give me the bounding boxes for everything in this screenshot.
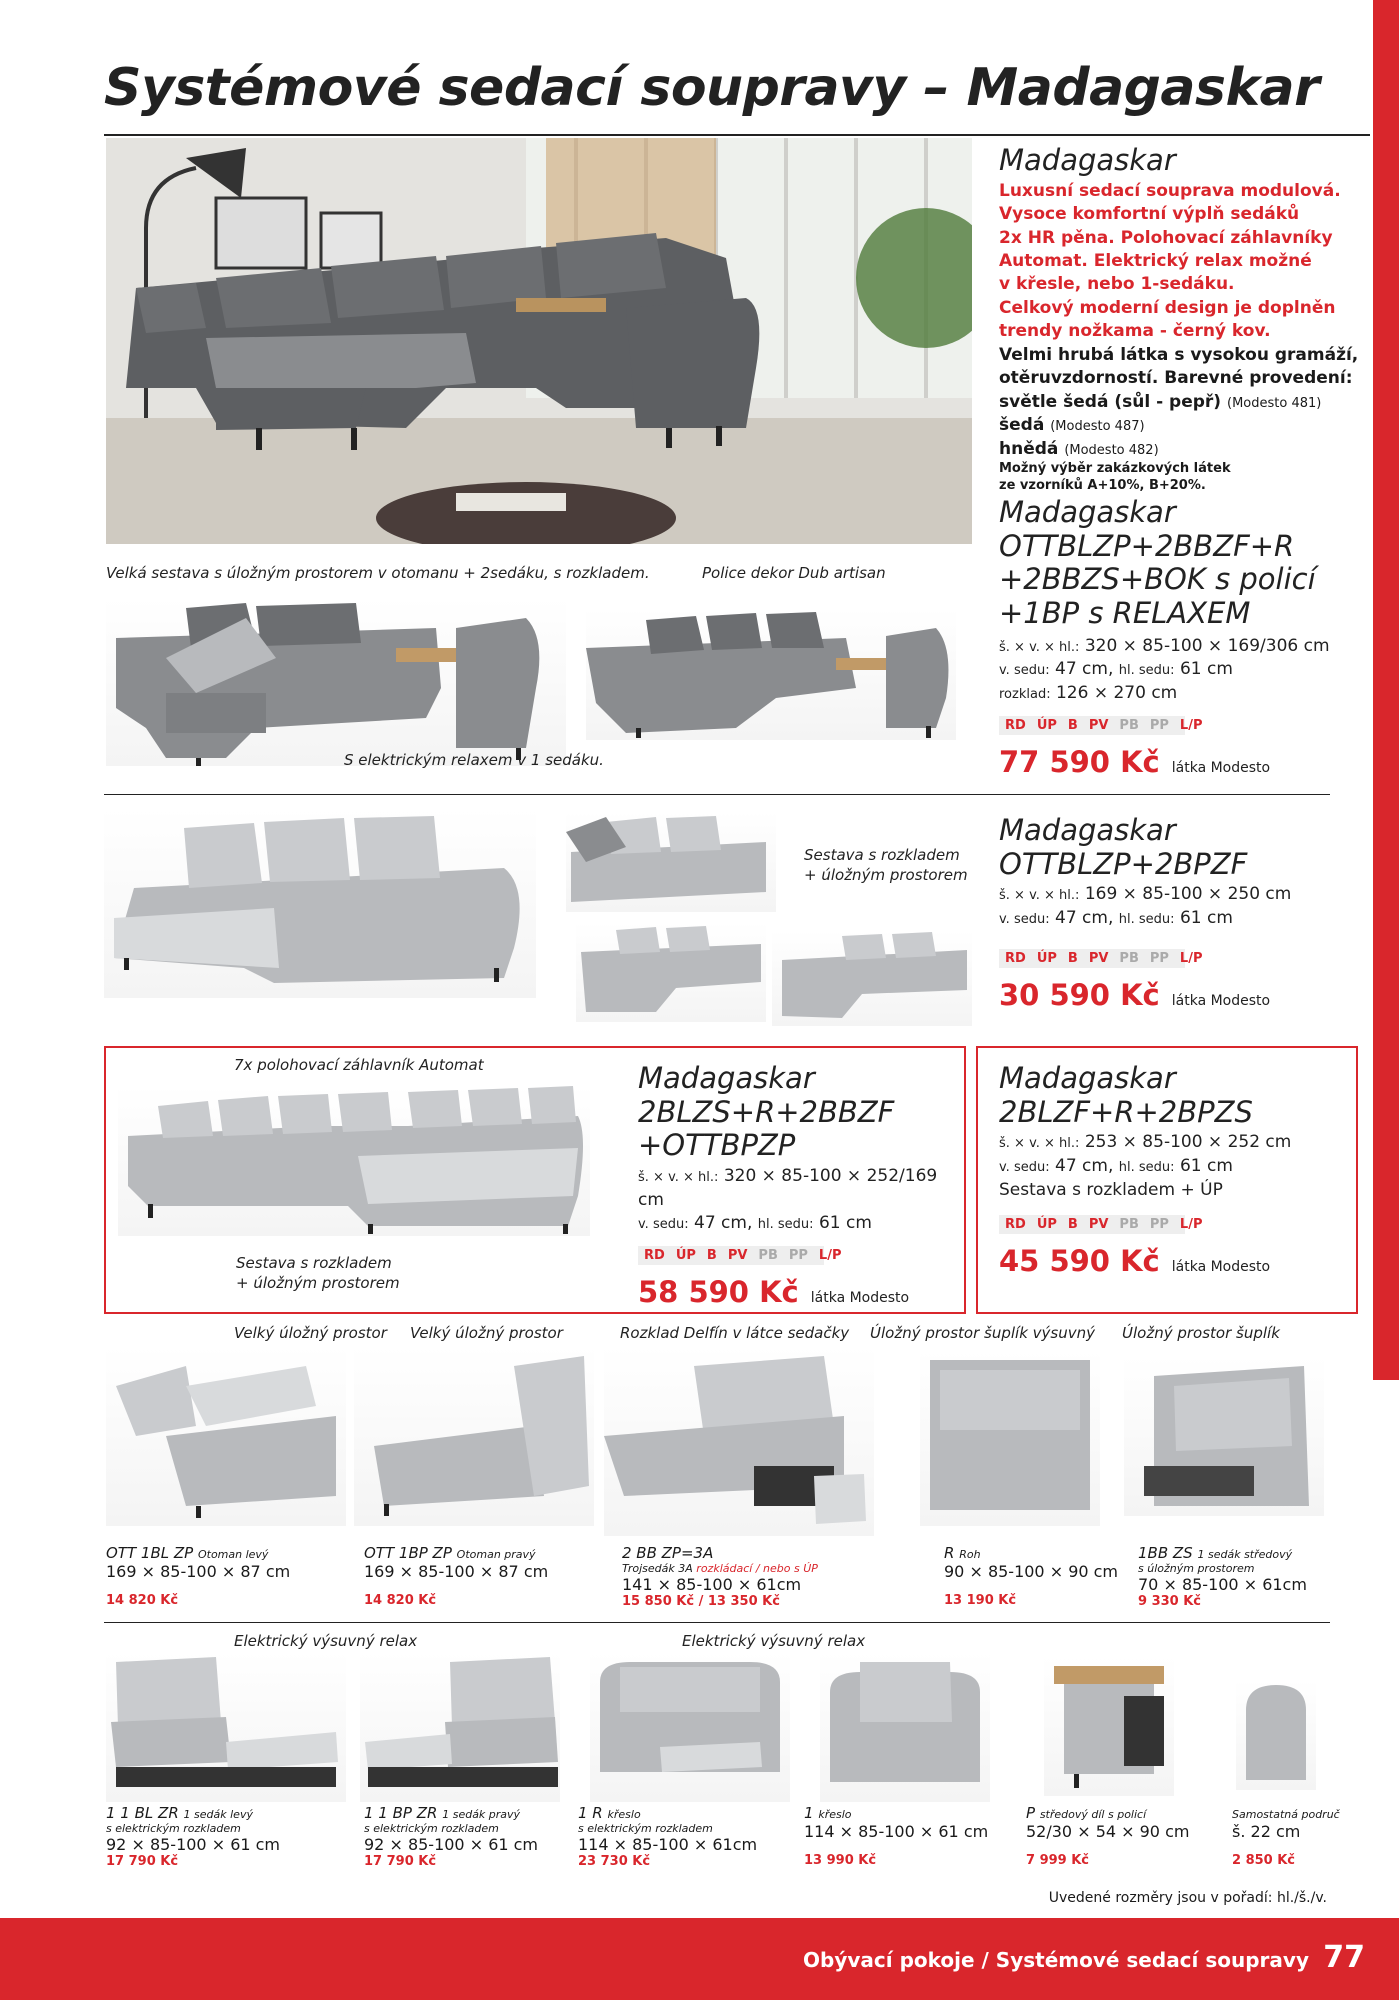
product-name: Madagaskar [999,813,1176,847]
desc-line: Luxusní sedací souprava modulová. [999,180,1341,201]
module-sub: křeslo [818,1808,852,1821]
module-caption: Úložný prostor šuplík [1122,1324,1280,1342]
module-photo [106,1652,346,1802]
module-item [622,1544,882,1609]
module-sub: Otoman levý [197,1548,269,1561]
set3-caption-top: 7x polohovací záhlavník Automat [234,1056,484,1074]
fabric: látka Modesto [1171,759,1271,776]
feature-code: PB [1119,1216,1139,1232]
module-dims: 70 × 85-100 × 61cm [1138,1575,1307,1595]
feature-codes [999,949,1203,968]
caption-line: + úložným prostorem [804,865,968,884]
module-item [944,1544,1134,1608]
hero-name: Madagaskar [999,143,1176,177]
module-price: 14 820 Kč [364,1593,437,1609]
module-sub: rozkládací / nebo s ÚP [696,1562,818,1575]
feature-code: ÚP [1036,1216,1057,1232]
divider [104,1622,1330,1623]
feature-code: L/P [1179,1216,1203,1232]
module-photo [106,1346,346,1526]
module-photo [1236,1680,1316,1790]
module-price: 14 820 Kč [106,1593,179,1609]
set-note: Sestava s rozkladem + ÚP [999,1179,1223,1200]
color-code: (Modesto 481) [1227,395,1322,411]
module-code: 1 [804,1804,814,1822]
module-code: R [944,1544,955,1562]
module-item [1232,1804,1362,1868]
module-price: 2 850 Kč [1232,1853,1296,1869]
bed-label: rozklad: [999,687,1051,703]
module-code: 1 1 BL ZR [106,1804,179,1822]
module-code: 2 BB ZP=3A [622,1544,714,1562]
module-dims: 90 × 85-100 × 90 cm [944,1562,1119,1581]
seat-depth-label: hl. sedu: [757,1217,814,1233]
desc-line: v křesle, nebo 1-sedáku. [999,274,1235,295]
set1-photo-open [106,598,566,766]
module-price: 7 999 Kč [1026,1853,1090,1869]
footer-section: Obývací pokoje / Systémové sedací soupravy [803,1948,1309,1972]
feature-codes [999,716,1203,735]
feature-code: ÚP [675,1248,696,1264]
set3-info [638,1062,958,1309]
module-caption: Rozklad Delfín v látce sedačky [620,1324,850,1342]
module-price: 17 790 Kč [106,1854,179,1870]
feature-code: PV [1088,950,1109,966]
hero-photo [106,138,972,544]
dims-label: š. × v. × hl.: [999,639,1080,655]
module-caption: Velký úložný prostor [410,1324,563,1342]
desc-line: Velmi hrubá látka s vysokou gramáží, [999,344,1359,365]
module-sub: Roh [959,1548,981,1561]
module-sub: Samostatná područ [1232,1808,1340,1821]
feature-code: PB [758,1248,778,1264]
module-dims: 92 × 85-100 × 61 cm [106,1835,281,1855]
feature-code: PP [788,1248,808,1264]
dims: 320 × 85-100 × 169/306 cm [1084,635,1330,656]
desc-line: otěruvzdorností. Barevné provedení: [999,368,1353,389]
set2-caption [804,846,968,885]
module-code: 1 R [578,1804,603,1822]
feature-code: PB [1119,950,1139,966]
seat-height-label: v. sedu: [999,663,1050,679]
color-option: šedá [999,415,1045,436]
color-option: hnědá [999,438,1059,459]
seat-height: 47 cm, [1055,659,1114,680]
module-sub: středový díl s policí [1039,1808,1147,1821]
feature-code: B [1067,717,1078,733]
feature-code: ÚP [1036,717,1057,733]
module-code: OTT 1BL ZP [106,1544,194,1562]
product-code: 2BLZF+R+2BPZS [999,1094,1253,1129]
module-photo [604,1346,874,1536]
module-item [106,1804,346,1869]
seat-depth-label: hl. sedu: [1118,1160,1175,1176]
feature-code: PP [1149,950,1169,966]
desc-line: 2x HR pěna. Polohovací záhlavníky [999,227,1333,248]
price: 77 590 Kč [999,744,1160,779]
hero-description [999,144,1359,495]
module-caption: Úložný prostor šuplík výsuvný [870,1324,1095,1342]
dims-label: š. × v. × hl.: [999,888,1080,904]
desc-line: Celkový moderní design je doplněn [999,297,1336,318]
module-photo [1124,1356,1324,1516]
feature-code: RD [1005,1216,1026,1232]
module-item [1026,1804,1206,1868]
feature-code: PP [1149,1216,1169,1232]
feature-code: RD [1005,950,1026,966]
feature-code: L/P [1179,950,1203,966]
module-code: OTT 1BP ZP [364,1544,452,1562]
module-price: 9 330 Kč [1138,1594,1202,1610]
product-code: +OTTBPZP [638,1128,796,1163]
dims-label: š. × v. × hl.: [638,1169,719,1185]
set2-photo-variant-right [772,930,972,1026]
module-item [1138,1544,1338,1609]
set1-info [999,496,1359,779]
feature-code: ÚP [1036,950,1057,966]
seat-height: 47 cm, [1055,1156,1114,1177]
feature-code: PV [1088,717,1109,733]
feature-code: L/P [818,1248,842,1264]
set2-photo [104,808,536,998]
module-code: P [1026,1804,1036,1822]
module-item [364,1804,604,1869]
set3-photo [118,1086,590,1236]
module-dims: 169 × 85-100 × 87 cm [364,1562,549,1581]
color-option: světle šedá (sůl - pepř) [999,391,1222,412]
desc-line: trendy nožkama - černý kov. [999,321,1271,342]
module-price: 17 790 Kč [364,1854,437,1870]
set2-info [999,814,1359,1012]
module-item [364,1544,604,1608]
module-code: 1 1 BP ZR [364,1804,438,1822]
desc-line: Automat. Elektrický relax možné [999,250,1312,271]
seat-depth: 61 cm [1179,1156,1233,1177]
caption: S elektrickým relaxem v 1 sedáku. [344,751,604,769]
feature-code: B [706,1248,717,1264]
caption: Velká sestava s úložným prostorem v otomanu + 2sedáku, s rozkladem. [106,564,650,582]
dims: 169 × 85-100 × 250 cm [1084,884,1292,905]
feature-code: RD [1005,717,1026,733]
module-dims: 52/30 × 54 × 90 cm [1026,1822,1190,1841]
module-caption: Velký úložný prostor [234,1324,387,1342]
module-dims: 169 × 85-100 × 87 cm [106,1562,291,1581]
product-code: OTTBLZP+2BBZF+R [999,528,1295,563]
module-item [106,1544,346,1608]
caption: Police dekor Dub artisan [702,564,886,582]
product-code: OTTBLZP+2BPZF [999,846,1248,881]
feature-code: B [1067,1216,1078,1232]
product-code: +2BBZS+BOK s policí [999,562,1316,597]
module-dims: 114 × 85-100 × 61cm [578,1835,758,1855]
module-item [578,1804,808,1869]
page-title: Systémové sedací soupravy – Madagaskar [104,58,1320,118]
set1-photo-closed [586,608,956,740]
module-photo [820,1652,990,1802]
color-code: (Modesto 487) [1050,419,1145,435]
fabric: látka Modesto [810,1290,910,1307]
module-price: 15 850 Kč / 13 350 Kč [622,1594,780,1610]
seat-depth-label: hl. sedu: [1118,663,1175,679]
module-photo [920,1350,1100,1526]
feature-codes [638,1246,842,1265]
desc-line: Vysoce komfortní výplň sedáků [999,204,1300,225]
module-photo [354,1346,594,1526]
fabric-note: Možný výběr zakázkových látek [999,461,1231,477]
module-caption: Elektrický výsuvný relax [682,1632,866,1650]
seat-height-label: v. sedu: [999,912,1050,928]
module-sub: křeslo [607,1808,641,1821]
module-price: 23 730 Kč [578,1854,651,1870]
module-sub: Otoman pravý [456,1548,536,1561]
module-sub: 1 sedák levý [183,1808,253,1821]
feature-code: PP [1149,717,1169,733]
dims-order-note: Uvedené rozměry jsou v pořadí: hl./š./v. [1048,1890,1327,1906]
module-item [804,1804,1004,1868]
set2-photo-open [566,812,776,912]
module-sub: 1 sedák středový [1197,1548,1293,1561]
module-sub: s elektrickým rozkladem [578,1822,713,1835]
seat-height-label: v. sedu: [999,1160,1050,1176]
seat-height-label: v. sedu: [638,1217,689,1233]
set3-caption [236,1254,400,1293]
seat-height: 47 cm, [694,1213,753,1234]
feature-code: B [1067,950,1078,966]
seat-depth-label: hl. sedu: [1118,912,1175,928]
product-code: +1BP s RELAXEM [999,595,1251,630]
seat-height: 47 cm, [1055,908,1114,929]
module-price: 13 190 Kč [944,1593,1017,1609]
fabric: látka Modesto [1171,1258,1271,1275]
fabric: látka Modesto [1171,992,1271,1009]
module-sub: s úložným prostorem [1138,1562,1255,1575]
module-photo [360,1652,560,1802]
feature-code: PB [1119,717,1139,733]
side-tab [1373,0,1399,1380]
module-photo [1044,1656,1174,1796]
set2-photo-variant-left [576,922,766,1022]
module-dims: 141 × 85-100 × 61cm [622,1575,802,1595]
caption-line: + úložným prostorem [236,1273,400,1292]
dims: 253 × 85-100 × 252 cm [1084,1132,1292,1153]
price: 30 590 Kč [999,977,1160,1012]
module-code: 1BB ZS [1138,1544,1193,1562]
module-price: 13 990 Kč [804,1853,877,1869]
product-name: Madagaskar [999,495,1176,529]
price: 58 590 Kč [638,1275,799,1310]
divider [104,794,1330,795]
feature-codes [999,1215,1203,1234]
module-caption: Elektrický výsuvný relax [234,1632,418,1650]
color-code: (Modesto 482) [1064,442,1159,458]
feature-code: PV [727,1248,748,1264]
dims-label: š. × v. × hl.: [999,1136,1080,1152]
set4-info [999,1062,1349,1278]
seat-depth: 61 cm [1179,908,1233,929]
price: 45 590 Kč [999,1243,1160,1278]
product-name: Madagaskar [999,1061,1176,1095]
module-sub: Trojsedák 3A [622,1562,693,1575]
product-name: Madagaskar [638,1061,815,1095]
bed-size: 126 × 270 cm [1055,683,1178,704]
caption-line: Sestava s rozkladem [236,1254,392,1272]
product-code: 2BLZS+R+2BBZF [638,1094,895,1129]
dims: 320 × 85-100 × 252/169 cm [638,1165,938,1210]
feature-code: L/P [1179,717,1203,733]
module-dims: 114 × 85-100 × 61 cm [804,1822,989,1841]
feature-code: RD [644,1248,665,1264]
module-photo [590,1652,790,1802]
fabric-note: ze vzorníků A+10%, B+20%. [999,477,1206,493]
module-dims: 92 × 85-100 × 61 cm [364,1835,539,1855]
module-sub: s elektrickým rozkladem [364,1822,499,1835]
caption-line: Sestava s rozkladem [804,846,960,864]
seat-depth: 61 cm [818,1213,872,1234]
feature-code: PV [1088,1216,1109,1232]
module-sub: s elektrickým rozkladem [106,1822,241,1835]
seat-depth: 61 cm [1179,659,1233,680]
page-number: 77 [1323,1940,1365,1975]
title-rule [104,134,1370,136]
module-dims: š. 22 cm [1232,1822,1301,1841]
module-sub: 1 sedák pravý [442,1808,521,1821]
